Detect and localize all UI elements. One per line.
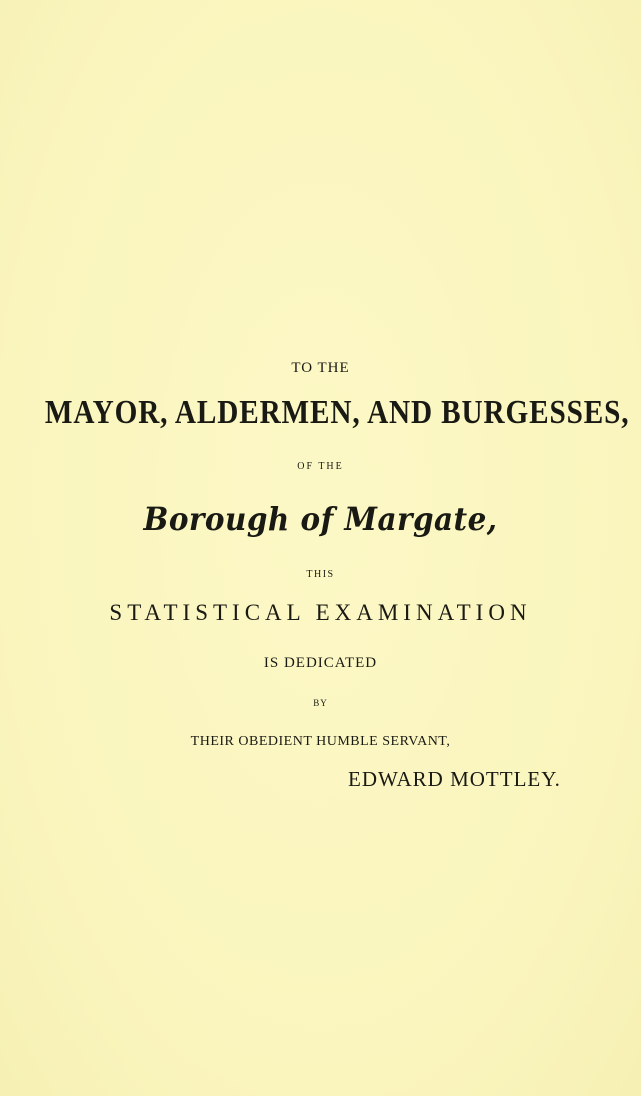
author-signature: EDWARD MOTTLEY.: [348, 767, 561, 791]
servant-line: THEIR OBEDIENT HUMBLE SERVANT,: [190, 734, 451, 749]
by-line: BY: [313, 698, 328, 708]
addressees-heading: MAYOR, ALDERMEN, AND BURGESSES,: [44, 394, 630, 431]
of-the-line: OF THE: [297, 461, 344, 472]
this-line: THIS: [306, 569, 335, 580]
borough-name: Borough of Margate,: [143, 500, 498, 538]
work-title: STATISTICAL EXAMINATION: [109, 600, 532, 625]
to-the-line: TO THE: [291, 360, 350, 376]
is-dedicated-line: IS DEDICATED: [263, 655, 378, 671]
